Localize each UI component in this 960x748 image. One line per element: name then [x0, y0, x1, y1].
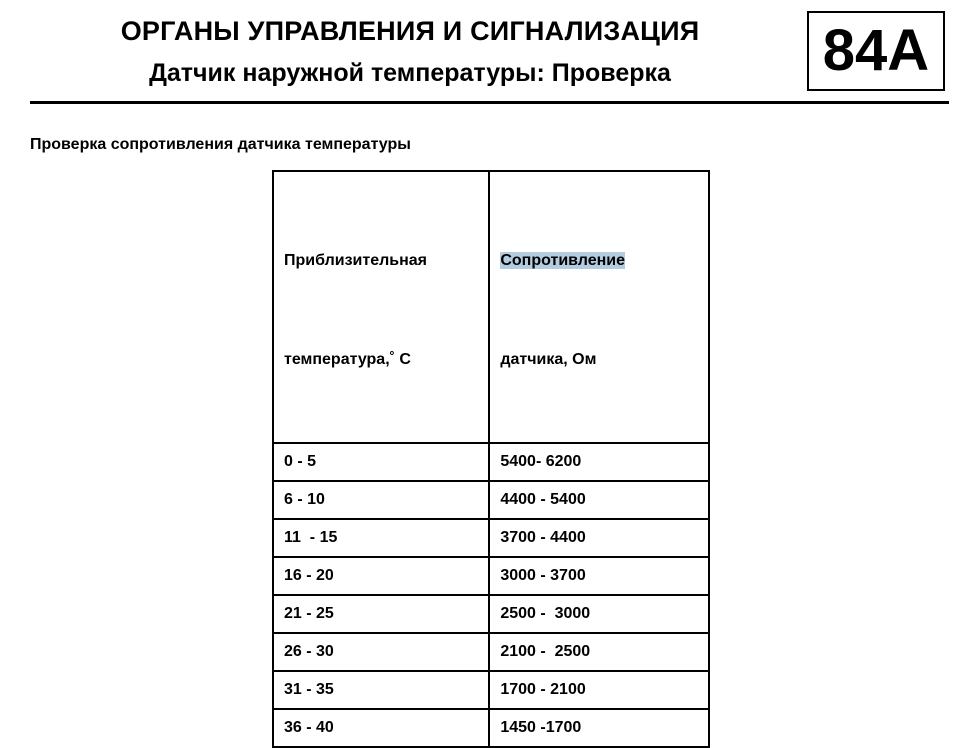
document-title: ОРГАНЫ УПРАВЛЕНИЯ И СИГНАЛИЗАЦИЯ: [120, 16, 700, 46]
resistance-cell: 1700 - 2100: [489, 671, 709, 709]
resistance-table: [272, 170, 710, 748]
temperature-cell: 16 - 20: [273, 557, 489, 595]
resistance-cell: 2100 - 2500: [489, 633, 709, 671]
table-row: [273, 557, 709, 595]
resistance-cell: 4400 - 5400: [489, 481, 709, 519]
table-row: [273, 671, 709, 709]
header-cell-resistance: [489, 171, 709, 443]
temperature-cell: 36 - 40: [273, 709, 489, 747]
table-row: [273, 633, 709, 671]
resistance-cell: 3000 - 3700: [489, 557, 709, 595]
resistance-cell: 2500 - 3000: [489, 595, 709, 633]
table-row: [273, 709, 709, 747]
table-header-row: [273, 171, 709, 443]
temperature-cell: 0 - 5: [273, 443, 489, 481]
temperature-cell: 11 - 15: [273, 519, 489, 557]
header-cell-temperature: [273, 171, 489, 443]
header-resistance-line1: [500, 244, 698, 277]
table-row: [273, 481, 709, 519]
header-temperature-line2: температура,˚ С: [284, 351, 411, 368]
temperature-cell: 26 - 30: [273, 633, 489, 671]
table-row: [273, 595, 709, 633]
resistance-cell: 5400- 6200: [489, 443, 709, 481]
document-subtitle: Датчик наружной температуры: Проверка: [149, 59, 671, 87]
temperature-cell: 6 - 10: [273, 481, 489, 519]
temperature-cell: 31 - 35: [273, 671, 489, 709]
temperature-cell: 21 - 25: [273, 595, 489, 633]
table-row: [273, 443, 709, 481]
header-resistance-line2: датчика, Ом: [500, 351, 597, 368]
section-heading: Проверка сопротивления датчика температуры: [30, 136, 411, 153]
header-divider: [30, 101, 949, 104]
resistance-cell: 1450 -1700: [489, 709, 709, 747]
highlighted-text[interactable]: Сопротивление: [500, 252, 626, 269]
section-code-badge: 84A: [807, 11, 945, 91]
table-row: [273, 519, 709, 557]
header-temperature-line1: Приблизительная: [284, 252, 428, 269]
resistance-cell: 3700 - 4400: [489, 519, 709, 557]
